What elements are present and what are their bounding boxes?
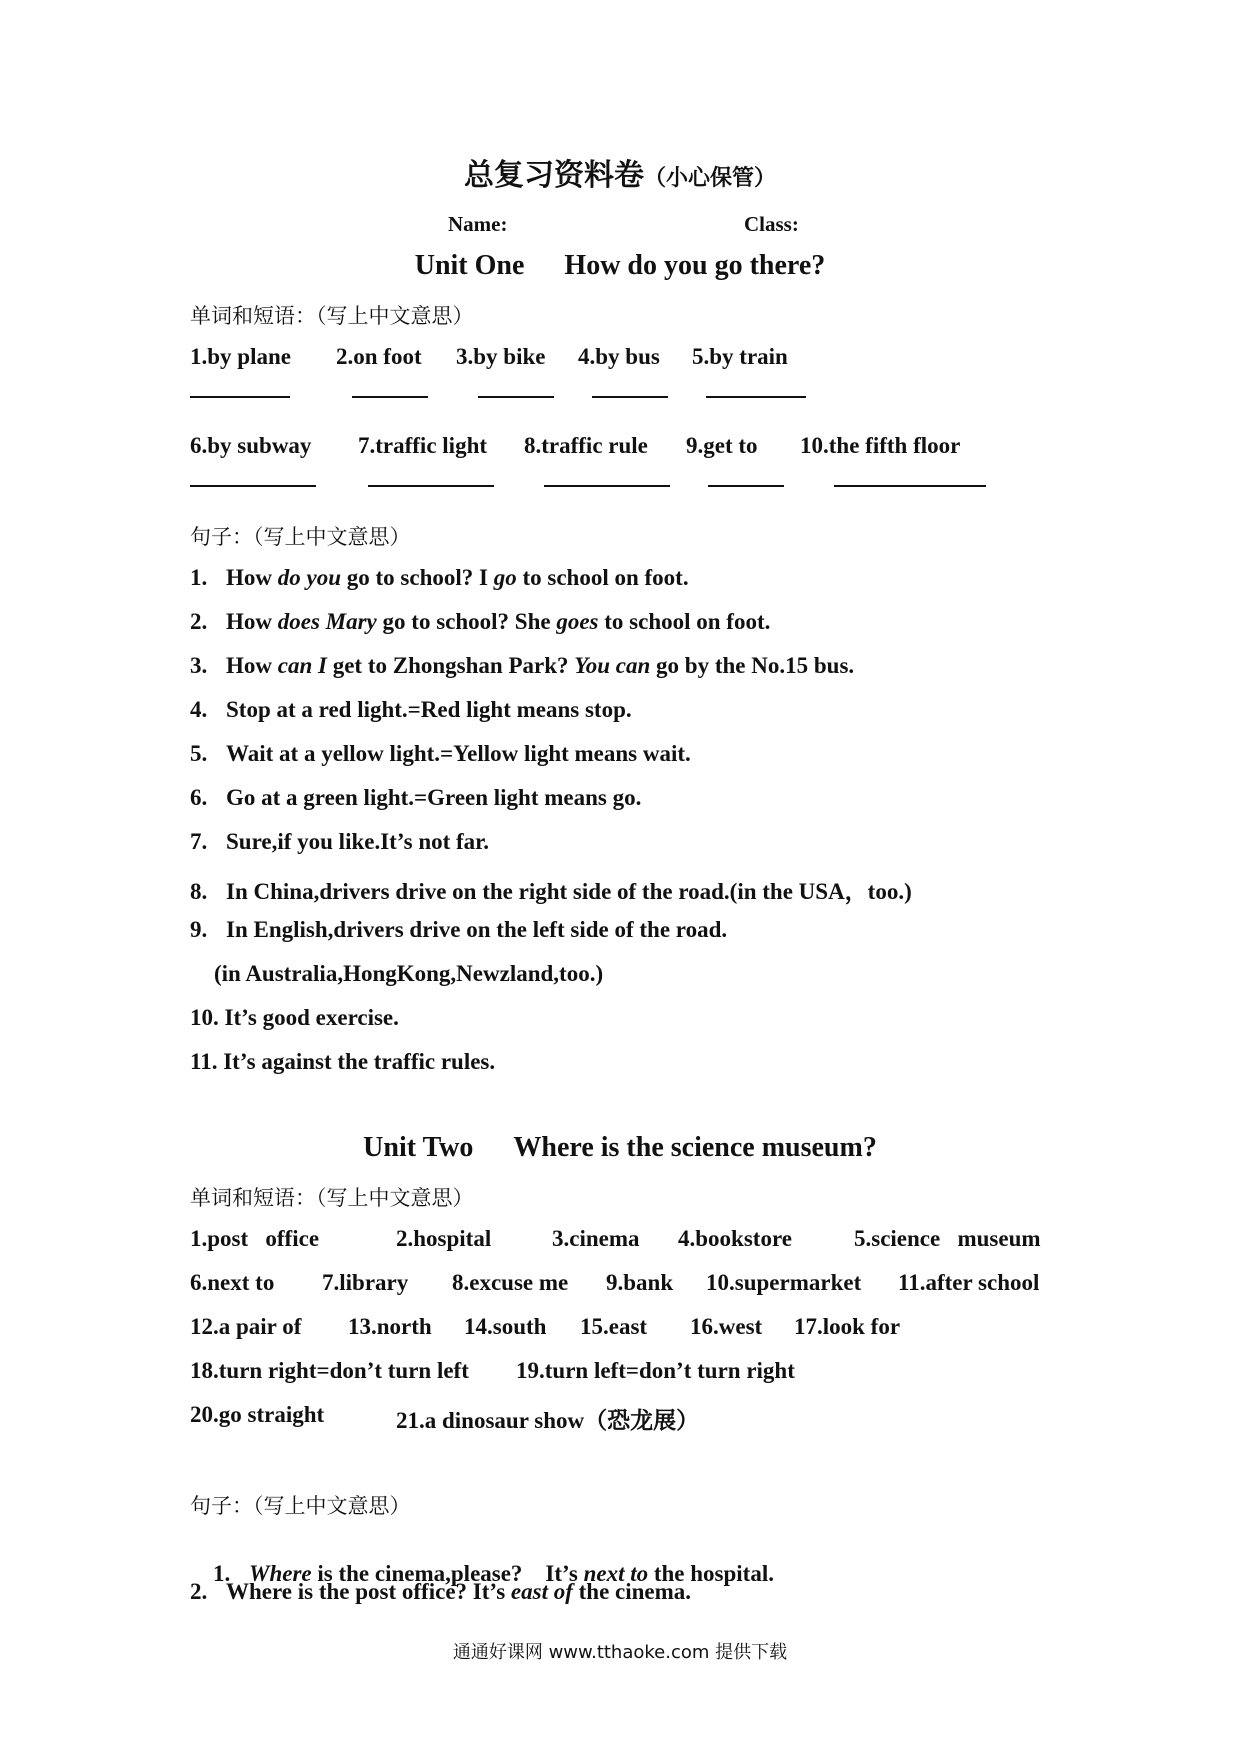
sentence-text: Sure,if you like.It’s not far. bbox=[226, 829, 490, 854]
sentence-number: 8. bbox=[190, 879, 208, 904]
unit-one-sentence-2 bbox=[190, 609, 770, 635]
sentence-text: go to school? I bbox=[341, 565, 494, 590]
sentence-emphasis: can I bbox=[277, 653, 327, 678]
vocab-item: 12.a pair of bbox=[190, 1314, 302, 1339]
vocab-item: 4.by bus bbox=[578, 344, 660, 369]
vocab-item: 2.on foot bbox=[336, 344, 422, 369]
unit-two-label: Unit Two bbox=[363, 1132, 474, 1163]
vocab-item: 10.the fifth floor bbox=[800, 433, 961, 458]
vocab-item: 7.traffic light bbox=[358, 433, 488, 458]
answer-blank bbox=[592, 396, 668, 398]
vocab-item: 6.by subway bbox=[190, 433, 312, 458]
sentence-text: go by the No.15 bus. bbox=[650, 653, 855, 678]
sentence-text: get to Zhongshan Park? bbox=[326, 653, 575, 678]
unit-one-heading bbox=[0, 250, 1240, 282]
sentence-text: In English,drivers drive on the left side of the road. bbox=[226, 917, 728, 942]
vocab-item: 15.east bbox=[580, 1314, 648, 1339]
vocab-item: 13.north bbox=[348, 1314, 432, 1339]
unit-two-vocab-label: 单词和短语：（写上中文意思） bbox=[190, 1186, 474, 1210]
sentence-text: the hospital. bbox=[648, 1561, 774, 1586]
sentence-number: 3. bbox=[190, 653, 208, 678]
unit-two-sentence-2 bbox=[190, 1579, 691, 1605]
vocab-item: 2.hospital bbox=[396, 1226, 492, 1251]
sentence-text: go to school? She bbox=[376, 609, 557, 634]
unit-one-topic: How do you go there? bbox=[564, 250, 826, 281]
vocab-item: 21.a dinosaur show（恐龙展） bbox=[396, 1408, 700, 1433]
vocab-item: 8.traffic rule bbox=[524, 433, 648, 458]
sentence-text: How bbox=[226, 653, 278, 678]
footer-credit: 通通好课网 www.tthaoke.com 提供下载 bbox=[452, 1642, 788, 1663]
sentence-text: In China,drivers drive on the right side of the road.(in the USA，too.) bbox=[226, 879, 912, 904]
sentence-text: How bbox=[226, 565, 278, 590]
vocab-item: 10.supermarket bbox=[706, 1270, 862, 1295]
sentence-number: 9. bbox=[190, 917, 208, 942]
sentence-emphasis: You can bbox=[574, 653, 651, 678]
unit-one-sentence-6 bbox=[190, 785, 641, 811]
class-label: Class: bbox=[744, 212, 799, 236]
sentence-text: Go at a green light.=Green light means go. bbox=[226, 785, 642, 810]
sentence-text: Stop at a red light.=Red light means stop. bbox=[226, 697, 632, 722]
vocab-item: 14.south bbox=[464, 1314, 547, 1339]
sentence-number: 10. bbox=[190, 1005, 219, 1030]
answer-blank bbox=[190, 396, 290, 398]
answer-blank bbox=[190, 485, 316, 487]
unit-one-sentence-9 bbox=[190, 917, 727, 943]
sentence-number: 1. bbox=[190, 565, 208, 590]
sentence-text: Wait at a yellow light.=Yellow light means wait. bbox=[226, 741, 691, 766]
unit-one-sentence-11 bbox=[190, 1049, 495, 1075]
unit-one-vocab-label: 单词和短语：（写上中文意思） bbox=[190, 304, 474, 328]
vocab-item: 4.bookstore bbox=[678, 1226, 792, 1251]
vocab-item: 5.science museum bbox=[854, 1226, 1041, 1251]
vocab-item: 6.next to bbox=[190, 1270, 275, 1295]
vocab-item: 16.west bbox=[690, 1314, 763, 1339]
unit-one-sentence-7 bbox=[190, 829, 489, 855]
vocab-item: 3.cinema bbox=[552, 1226, 640, 1251]
unit-one-sentence-1 bbox=[190, 565, 689, 591]
sentence-number: 7. bbox=[190, 829, 208, 854]
answer-blank bbox=[352, 396, 428, 398]
sentence-text: Where is the post office? It’s bbox=[226, 1579, 511, 1604]
document-title bbox=[0, 150, 1240, 194]
sentence-number: 2. bbox=[190, 1579, 208, 1604]
vocab-item: 20.go straight bbox=[190, 1402, 325, 1427]
vocab-item: 9.bank bbox=[606, 1270, 674, 1295]
unit-two-topic: Where is the science museum? bbox=[513, 1132, 877, 1163]
sentence-text: to school on foot. bbox=[598, 609, 771, 634]
sentence-text: It’s good exercise. bbox=[224, 1005, 399, 1030]
vocab-item: 8.excuse me bbox=[452, 1270, 569, 1295]
sentence-number: 4. bbox=[190, 697, 208, 722]
vocab-item: 11.after school bbox=[898, 1270, 1040, 1295]
unit-two-sentence-label: 句子：（写上中文意思） bbox=[190, 1494, 411, 1518]
unit-one-sentence-3 bbox=[190, 653, 854, 679]
unit-one-label: Unit One bbox=[414, 250, 525, 281]
sentence-emphasis: do you bbox=[277, 565, 341, 590]
sentence-emphasis: Where bbox=[249, 1561, 312, 1586]
sentence-emphasis: goes bbox=[556, 609, 599, 634]
sentence-text: is the cinema,please? It’s bbox=[311, 1561, 584, 1586]
answer-blank bbox=[368, 485, 494, 487]
sentence-text: How bbox=[226, 609, 278, 634]
unit-one-sentence-10 bbox=[190, 1005, 399, 1031]
sentence-emphasis: does Mary bbox=[277, 609, 377, 634]
unit-one-sentence-9-note bbox=[214, 961, 603, 987]
title-text: 总复习资料卷 bbox=[463, 159, 644, 192]
unit-one-sentence-label: 句子：（写上中文意思） bbox=[190, 525, 411, 549]
unit-one-sentence-4 bbox=[190, 697, 632, 723]
sentence-text: It’s against the traffic rules. bbox=[223, 1049, 496, 1074]
sentence-number: 11. bbox=[190, 1049, 218, 1074]
sentence-emphasis: go bbox=[493, 565, 517, 590]
vocab-item: 1.post office bbox=[190, 1226, 320, 1251]
vocab-item: 3.by bike bbox=[456, 344, 546, 369]
sentence-text: (in Australia,HongKong,Newzland,too.) bbox=[214, 961, 604, 986]
unit-one-sentence-5 bbox=[190, 741, 691, 767]
answer-blank bbox=[706, 396, 806, 398]
title-note: （小心保管） bbox=[643, 165, 776, 190]
vocab-item: 1.by plane bbox=[190, 344, 291, 369]
sentence-text: to school on foot. bbox=[516, 565, 689, 590]
vocab-item: 19.turn left=don’t turn right bbox=[516, 1358, 795, 1383]
answer-blank bbox=[544, 485, 670, 487]
unit-one-sentence-8 bbox=[190, 873, 912, 906]
unit-two-heading bbox=[0, 1132, 1240, 1164]
answer-blank bbox=[708, 485, 784, 487]
sentence-text: the cinema. bbox=[572, 1579, 692, 1604]
vocab-item: 18.turn right=don’t turn left bbox=[190, 1358, 469, 1383]
sentence-number: 6. bbox=[190, 785, 208, 810]
vocab-item: 5.by train bbox=[692, 344, 788, 369]
name-label: Name: bbox=[448, 212, 508, 236]
vocab-item: 17.look for bbox=[794, 1314, 901, 1339]
sentence-emphasis: next to bbox=[583, 1561, 649, 1586]
vocab-item: 9.get to bbox=[686, 433, 758, 458]
answer-blank bbox=[478, 396, 554, 398]
vocab-item: 7.library bbox=[322, 1270, 409, 1295]
sentence-emphasis: east of bbox=[510, 1579, 573, 1604]
sentence-number: 1. bbox=[213, 1561, 231, 1586]
answer-blank bbox=[834, 485, 986, 487]
sentence-number: 5. bbox=[190, 741, 208, 766]
sentence-number: 2. bbox=[190, 609, 208, 634]
